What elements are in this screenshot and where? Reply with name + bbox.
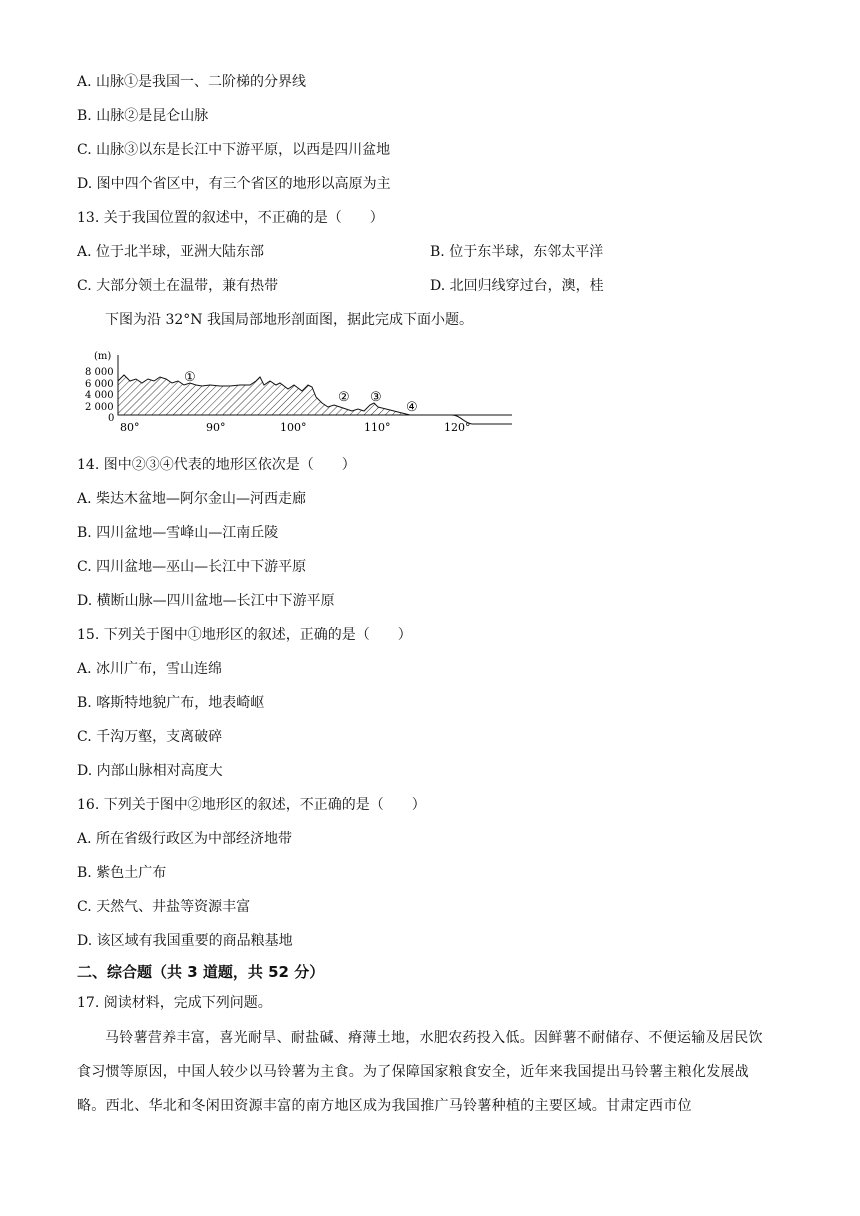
q13-option-c: C. 大部分领土在温带，兼有热带 — [77, 278, 279, 294]
q14-option-b: B. 四川盆地—雪峰山—江南丘陵 — [77, 525, 279, 541]
q14-stem: 14. 图中②③④代表的地形区依次是（ ） — [77, 457, 356, 473]
terrain-marker: ④ — [406, 400, 418, 415]
q15-option-d: D. 内部山脉相对高度大 — [77, 763, 223, 779]
y-unit-label: (m) — [94, 351, 112, 362]
q13-option-a: A. 位于北半球，亚洲大陆东部 — [77, 244, 265, 260]
q14-option-a: A. 柴达木盆地—阿尔金山—河西走廊 — [77, 491, 307, 507]
terrain-profile — [118, 375, 410, 415]
terrain-marker: ② — [338, 390, 350, 405]
y-tick-label: 8 000 — [85, 367, 114, 378]
q15-option-b: B. 喀斯特地貌广布，地表崎岖 — [77, 695, 265, 711]
y-tick-label: 2 000 — [85, 402, 114, 413]
q17-stem: 17. 阅读材料，完成下列问题。 — [77, 995, 272, 1011]
q15-option-a: A. 冰川广布，雪山连绵 — [77, 661, 223, 677]
section-heading: 二、综合题（共 3 道题，共 52 分） — [77, 963, 325, 981]
q15-option-c: C. 千沟万壑，支离破碎 — [77, 729, 223, 745]
x-tick-label: 100° — [280, 421, 307, 434]
q13-option-d: D. 北回归线穿过台，澳，桂 — [430, 278, 604, 294]
y-tick-label: 0 — [108, 413, 115, 424]
q12-option-d: D. 图中四个省区中，有三个省区的地形以高原为主 — [77, 176, 391, 192]
y-tick-label: 6 000 — [85, 379, 114, 390]
y-tick-label: 4 000 — [85, 390, 114, 401]
figure-intro: 下图为沿 32°N 我国局部地形剖面图，据此完成下面小题。 — [105, 312, 473, 328]
terrain-marker: ① — [184, 370, 196, 385]
q16-option-a: A. 所在省级行政区为中部经济地带 — [77, 831, 293, 847]
x-tick-label: 90° — [206, 421, 226, 434]
q13-option-b: B. 位于东半球，东邻太平洋 — [430, 244, 604, 260]
q12-option-b: B. 山脉②是昆仑山脉 — [77, 108, 209, 124]
q13-stem: 13. 关于我国位置的叙述中，不正确的是（ ） — [77, 210, 384, 226]
q14-option-c: C. 四川盆地—巫山—长江中下游平原 — [77, 559, 307, 575]
terrain-marker: ③ — [370, 390, 382, 405]
q16-option-d: D. 该区域有我国重要的商品粮基地 — [77, 933, 293, 949]
q14-option-d: D. 横断山脉—四川盆地—长江中下游平原 — [77, 593, 335, 609]
q12-option-c: C. 山脉③以东是长江中下游平原，以西是四川盆地 — [77, 142, 391, 158]
q16-stem: 16. 下列关于图中②地形区的叙述，不正确的是（ ） — [77, 797, 426, 813]
q16-option-c: C. 天然气、井盐等资源丰富 — [77, 899, 251, 915]
q17-material: 马铃薯营养丰富，喜光耐旱、耐盐碱、瘠薄土地，水肥农药投入低。因鲜薯不耐储存、不便运输及居民饮食习惯等原因，中国人较少以马铃薯为主食。为了保障国家粮食安全，近年来我国提出马铃薯主粮化发展战略。西北、华北和冬闲田资源丰富的南方地区成为我国推广马铃薯种植的主要区域。甘肃定西市位 — [77, 1030, 763, 1114]
q12-option-a: A. 山脉①是我国一、二阶梯的分界线 — [77, 74, 307, 90]
x-tick-label: 110° — [364, 421, 391, 434]
x-tick-label: 120° — [444, 421, 471, 434]
q15-stem: 15. 下列关于图中①地形区的叙述，正确的是（ ） — [77, 627, 412, 643]
q16-option-b: B. 紫色土广布 — [77, 865, 167, 881]
terrain-profile-figure — [80, 345, 520, 435]
x-tick-label: 80° — [120, 421, 140, 434]
